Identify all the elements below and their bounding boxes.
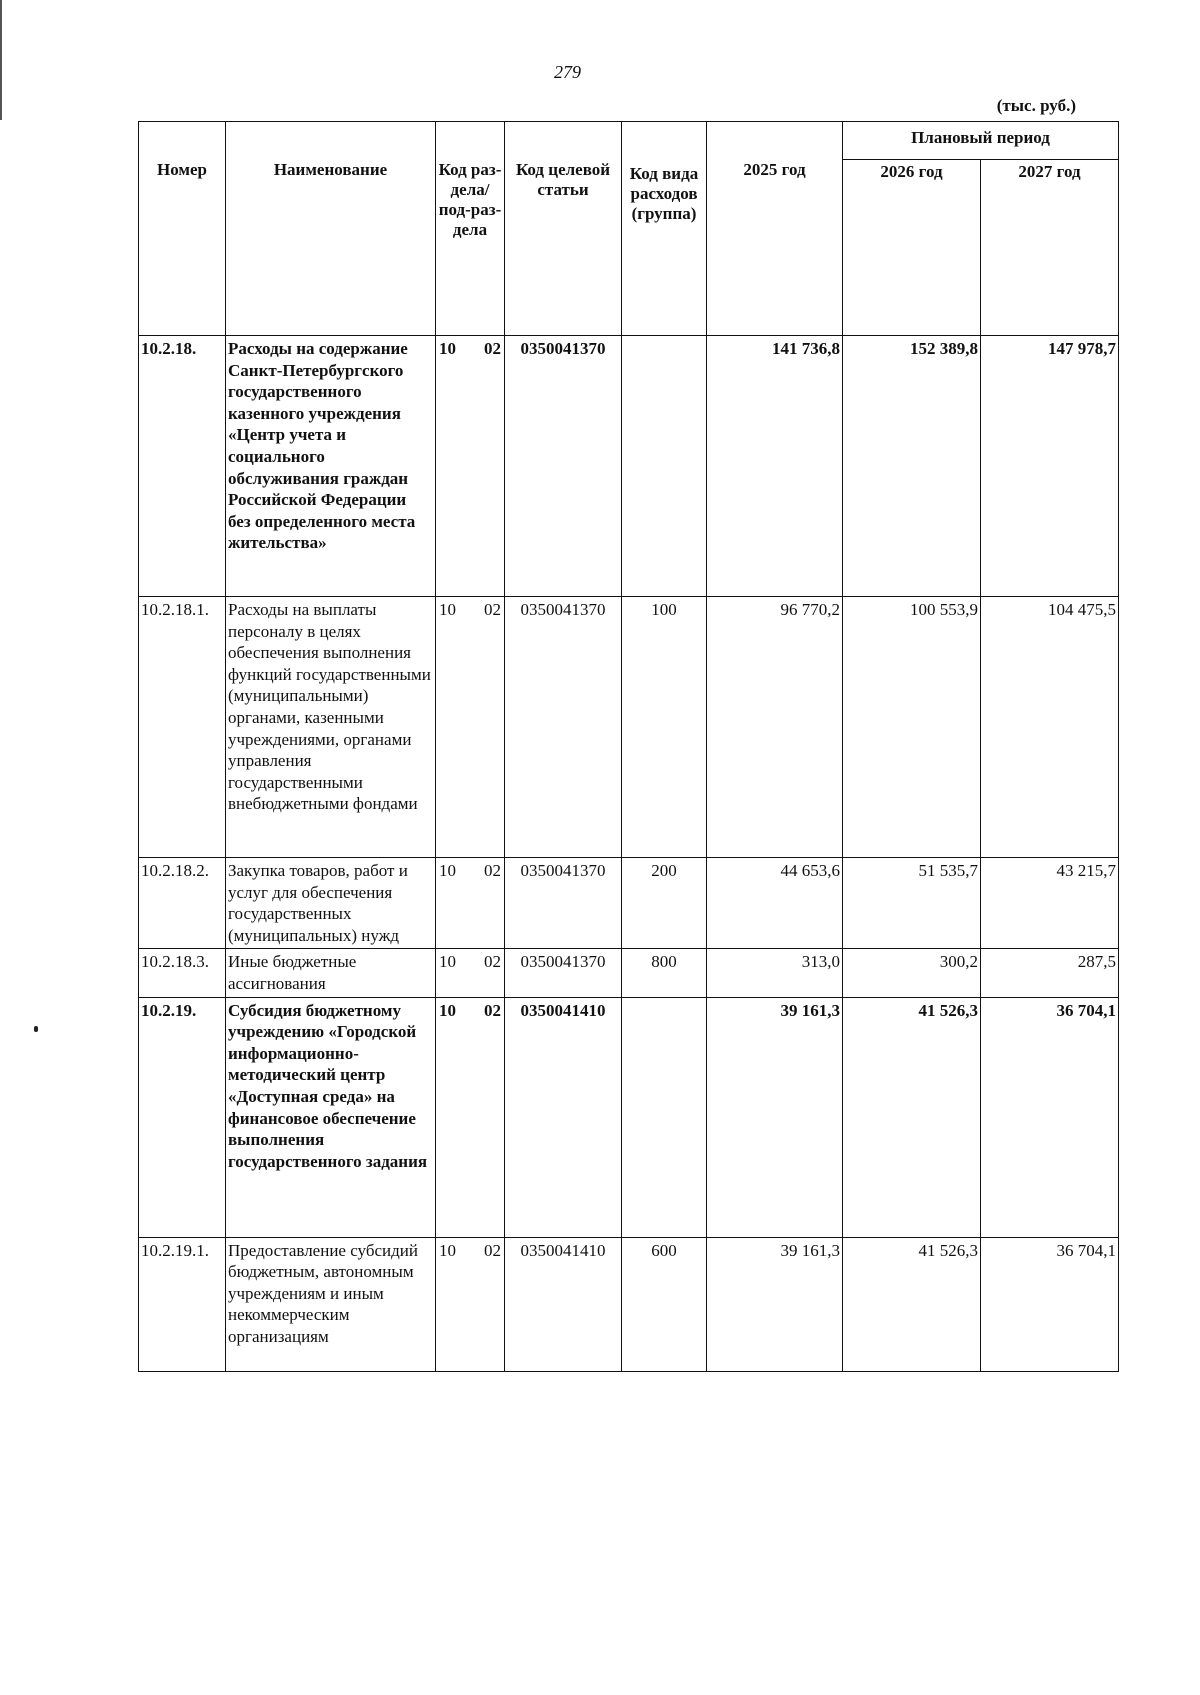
row-razdel: 10 02 bbox=[436, 336, 505, 597]
row-razdel: 10 02 bbox=[436, 997, 505, 1237]
table-row bbox=[139, 858, 1119, 949]
row-group bbox=[622, 336, 707, 597]
header-2027: 2027 год bbox=[981, 160, 1119, 336]
row-group: 200 bbox=[622, 858, 707, 949]
row-number: 10.2.18.3. bbox=[139, 949, 226, 997]
row-group: 800 bbox=[622, 949, 707, 997]
row-2027: 104 475,5 bbox=[981, 597, 1119, 858]
row-number: 10.2.19.1. bbox=[139, 1237, 226, 1371]
row-razdel: 10 02 bbox=[436, 1237, 505, 1371]
row-number: 10.2.18.1. bbox=[139, 597, 226, 858]
row-razdel: 10 02 bbox=[436, 858, 505, 949]
row-2025: 141 736,8 bbox=[707, 336, 843, 597]
row-name: Закупка товаров, работ и услуг для обеспечения государственных (муниципальных) нужд bbox=[226, 858, 436, 949]
table-row bbox=[139, 597, 1119, 858]
row-target: 0350041370 bbox=[505, 597, 622, 858]
scan-edge-line bbox=[0, 0, 2, 120]
header-target: Код целевой статьи bbox=[505, 122, 622, 336]
row-number: 10.2.18.2. bbox=[139, 858, 226, 949]
row-target: 0350041370 bbox=[505, 858, 622, 949]
row-target: 0350041370 bbox=[505, 949, 622, 997]
row-2026: 41 526,3 bbox=[843, 1237, 981, 1371]
row-target: 0350041410 bbox=[505, 1237, 622, 1371]
row-2027: 43 215,7 bbox=[981, 858, 1119, 949]
header-2025: 2025 год bbox=[707, 122, 843, 336]
row-2025: 44 653,6 bbox=[707, 858, 843, 949]
row-number: 10.2.18. bbox=[139, 336, 226, 597]
row-number: 10.2.19. bbox=[139, 997, 226, 1237]
row-name: Иные бюджетные ассигнования bbox=[226, 949, 436, 997]
units-label: (тыс. руб.) bbox=[996, 96, 1076, 115]
row-2026: 41 526,3 bbox=[843, 997, 981, 1237]
row-2025: 39 161,3 bbox=[707, 1237, 843, 1371]
header-planned-period: Плановый период bbox=[843, 122, 1119, 160]
row-group bbox=[622, 997, 707, 1237]
budget-table bbox=[138, 121, 1119, 1372]
row-2025: 313,0 bbox=[707, 949, 843, 997]
row-group: 100 bbox=[622, 597, 707, 858]
row-2027: 287,5 bbox=[981, 949, 1119, 997]
row-group: 600 bbox=[622, 1237, 707, 1371]
page-number: 279 bbox=[554, 62, 581, 82]
row-target: 0350041410 bbox=[505, 997, 622, 1237]
row-2026: 100 553,9 bbox=[843, 597, 981, 858]
table-row bbox=[139, 336, 1119, 597]
row-razdel: 10 02 bbox=[436, 597, 505, 858]
row-2027: 36 704,1 bbox=[981, 997, 1119, 1237]
row-2025: 96 770,2 bbox=[707, 597, 843, 858]
row-name: Расходы на выплаты персоналу в целях обеспечения выполнения функций государственными (муниципальными) органами, казенными учреждениями, органами управления государственными внебюджетными фондами bbox=[226, 597, 436, 858]
row-2026: 300,2 bbox=[843, 949, 981, 997]
row-2026: 51 535,7 bbox=[843, 858, 981, 949]
row-2027: 147 978,7 bbox=[981, 336, 1119, 597]
header-expense-type: Код вида расходов (группа) bbox=[622, 122, 707, 336]
header-razdel: Код раз-дела/ под-раз-дела bbox=[436, 122, 505, 336]
row-2026: 152 389,8 bbox=[843, 336, 981, 597]
row-2027: 36 704,1 bbox=[981, 1237, 1119, 1371]
row-razdel: 10 02 bbox=[436, 949, 505, 997]
row-name: Субсидия бюджетному учреждению «Городской информационно-методический центр «Доступная среда» на финансовое обеспечение выполнения государственного задания bbox=[226, 997, 436, 1237]
table-row bbox=[139, 1237, 1119, 1371]
row-target: 0350041370 bbox=[505, 336, 622, 597]
header-2026: 2026 год bbox=[843, 160, 981, 336]
scan-speck bbox=[34, 1026, 38, 1032]
header-number: Номер bbox=[139, 122, 226, 336]
row-2025: 39 161,3 bbox=[707, 997, 843, 1237]
table-row bbox=[139, 997, 1119, 1237]
row-name: Предоставление субсидий бюджетным, автономным учреждениям и иным некоммерческим организациям bbox=[226, 1237, 436, 1371]
row-name: Расходы на содержание Санкт-Петербургского государственного казенного учреждения «Центр учета и социального обслуживания граждан Российской Федерации без определенного места жительства» bbox=[226, 336, 436, 597]
header-name: Наименование bbox=[226, 122, 436, 336]
table-row bbox=[139, 949, 1119, 997]
